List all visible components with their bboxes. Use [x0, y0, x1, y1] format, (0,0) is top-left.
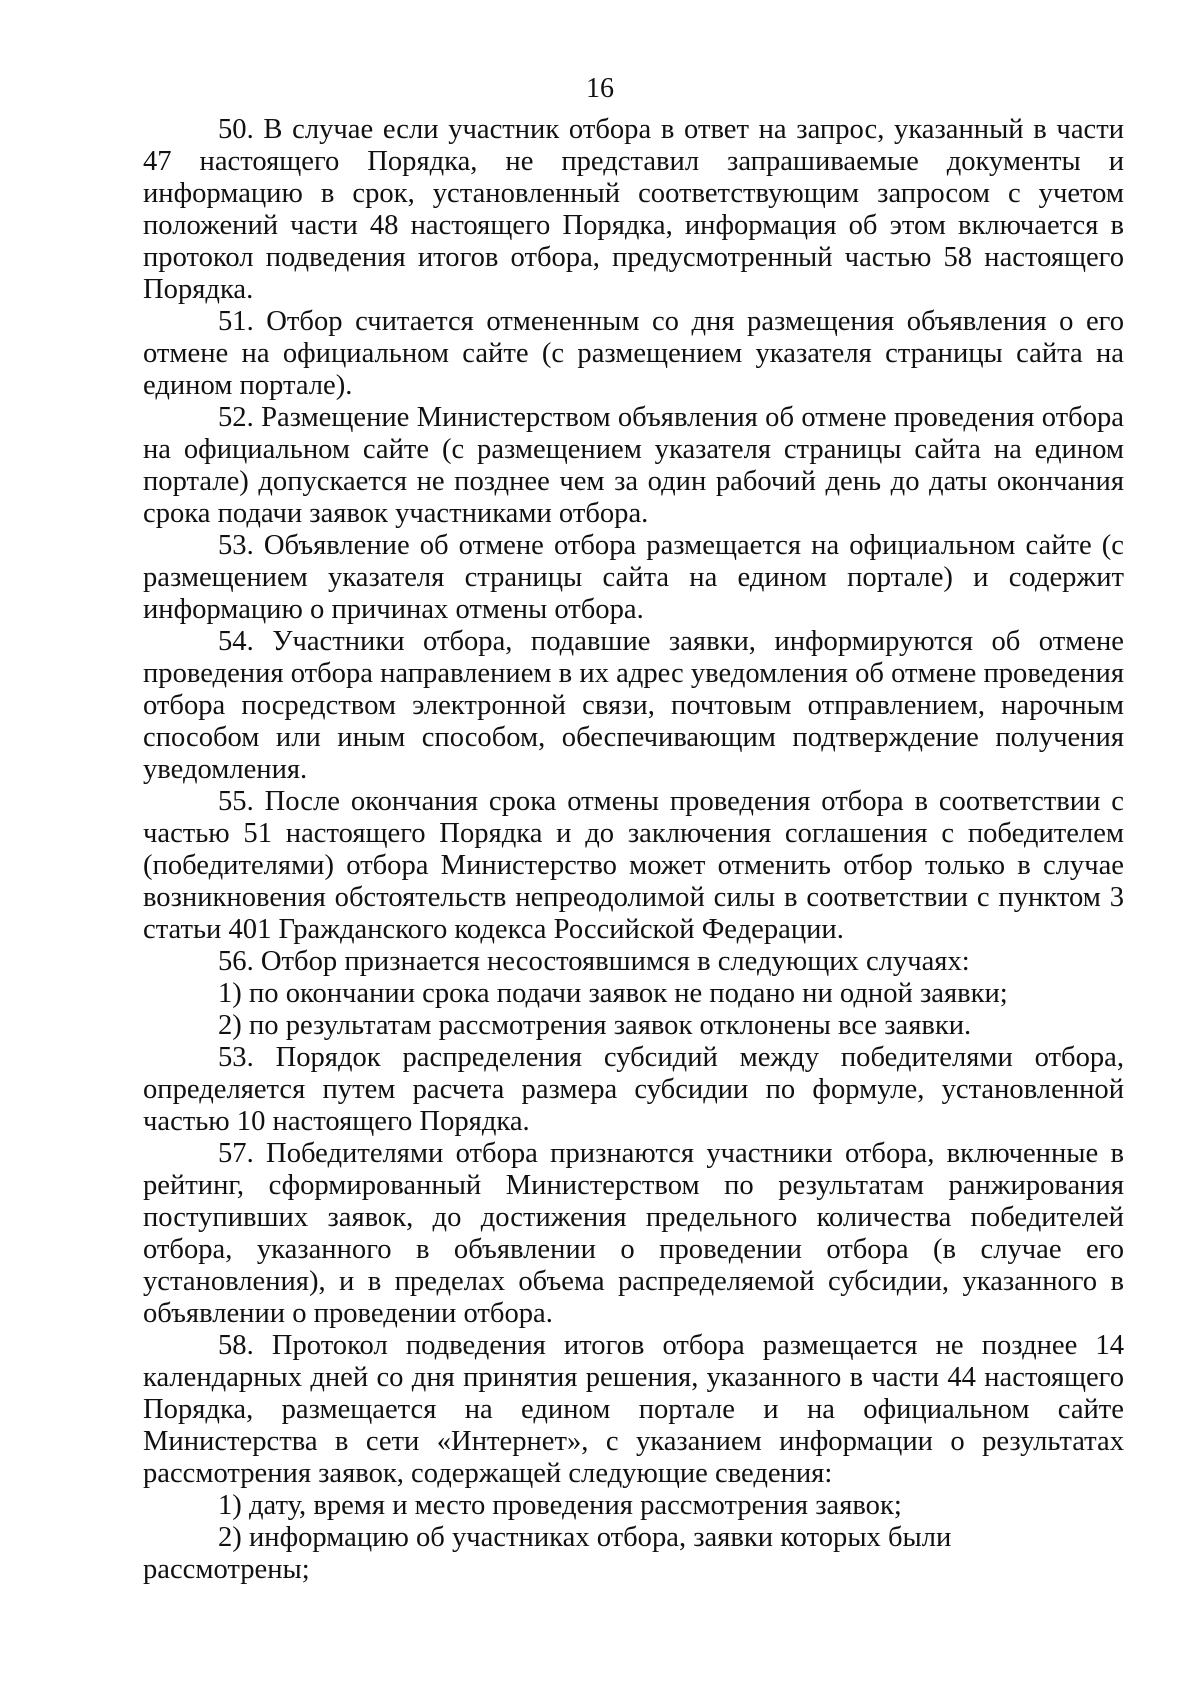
paragraph: 58. Протокол подведения итогов отбора размещается не позднее 14 календарных дней со дня принятия решения, указанного в части 44 настоящего Порядка, размещается на едином портале и на официальном сайте Министерства в сети «Интернет», с указанием информации о результатах рассмотрения заявок, содержащей следующие сведения: — [143, 1330, 1124, 1489]
paragraph: 53. Объявление об отмене отбора размещается на официальном сайте (с размещением указателя страницы сайта на едином портале) и содержит информацию о причинах отмены отбора. — [143, 530, 1124, 625]
paragraph: 52. Размещение Министерством объявления об отмене проведения отбора на официальном сайте (с размещением указателя страницы сайта на едином портале) допускается не позднее чем за один рабочий день до даты окончания срока подачи заявок участниками отбора. — [143, 402, 1124, 529]
document-body — [143, 114, 1124, 1586]
paragraph: 55. После окончания срока отмены проведения отбора в соответствии с частью 51 настоящего Порядка и до заключения соглашения с победителем (победителями) отбора Министерство может отменить отбор только в случае возникновения обстоятельств непреодолимой силы в соответствии с пунктом 3 статьи 401 Гражданского кодекса Российской Федерации. — [143, 786, 1124, 945]
paragraph: 54. Участники отбора, подавшие заявки, информируются об отмене проведения отбора направлением в их адрес уведомления об отмене проведения отбора посредством электронной связи, почтовым отправлением, нарочным способом или иным способом, обеспечивающим подтверждение получения уведомления. — [143, 626, 1124, 785]
paragraph: 53. Порядок распределения субсидий между победителями отбора, определяется путем расчета размера субсидии по формуле, установленной частью 10 настоящего Порядка. — [143, 1042, 1124, 1137]
list-item: 1) по окончании срока подачи заявок не подано ни одной заявки; — [218, 978, 1008, 1009]
paragraph: 57. Победителями отбора признаются участники отбора, включенные в рейтинг, сформированный Министерством по результатам ранжирования поступивших заявок, до достижения предельного количества победителей отбора, указанного в объявлении о проведении отбора (в случае его установления), и в пределах объема распределяемой субсидии, указанного в объявлении о проведении отбора. — [143, 1138, 1124, 1329]
list-item: 56. Отбор признается несостоявшимся в следующих случаях: — [218, 946, 970, 977]
list-item: 2) информацию об участниках отбора, заявки которых были рассмотрены; — [143, 1522, 952, 1585]
page-number: 16 — [586, 73, 614, 104]
paragraph: 50. В случае если участник отбора в ответ на запрос, указанный в части 47 настоящего Порядка, не представил запрашиваемые документы и информацию в срок, установленный соответствующим запросом с учетом положений части 48 настоящего Порядка, информация об этом включается в протокол подведения итогов отбора, предусмотренный частью 58 настоящего Порядка. — [143, 114, 1124, 305]
list-item: 2) по результатам рассмотрения заявок отклонены все заявки. — [218, 1010, 972, 1041]
list-item: 1) дату, время и место проведения рассмотрения заявок; — [218, 1490, 902, 1521]
paragraph: 51. Отбор считается отмененным со дня размещения объявления о его отмене на официальном сайте (с размещением указателя страницы сайта на едином портале). — [143, 306, 1124, 401]
